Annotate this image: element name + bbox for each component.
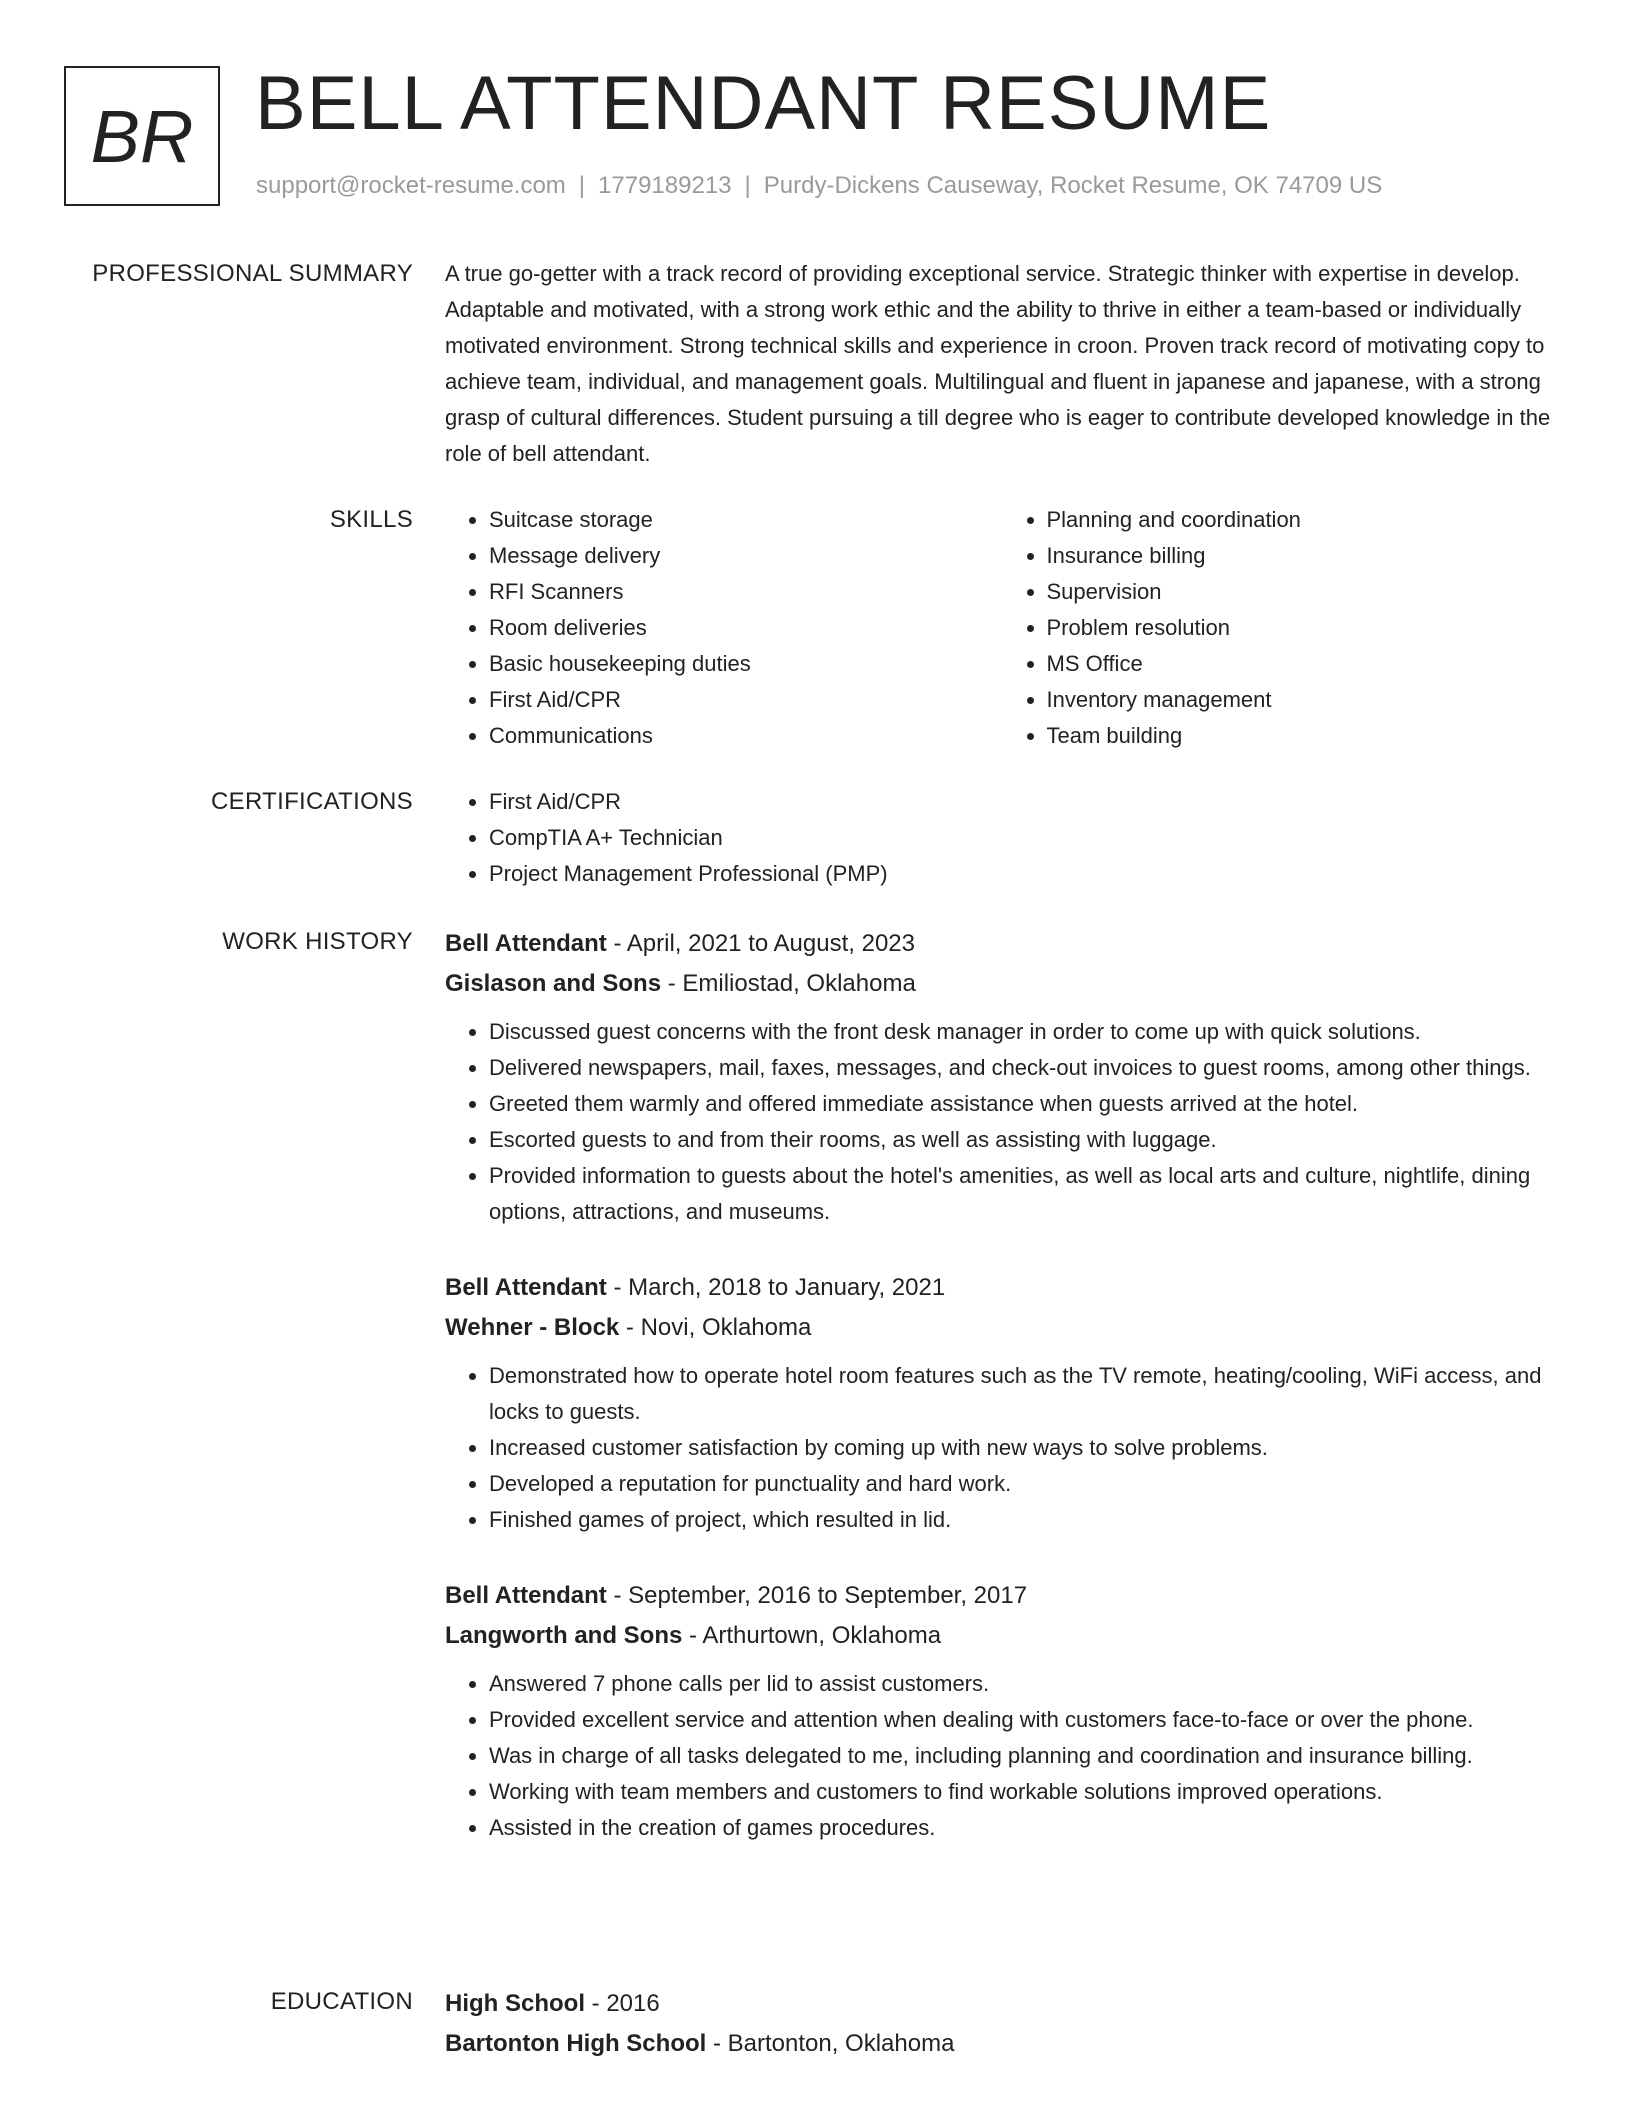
job-duty: • Working with team members and customers to find workable solutions improved operations. [489, 1774, 1560, 1810]
job-title: Bell Attendant [445, 930, 607, 957]
contact-address: Purdy-Dickens Causeway, Rocket Resume, OK 74709 US [763, 172, 1383, 199]
job-entry [445, 924, 1560, 1230]
education-location: - Bartonton, Oklahoma [706, 2030, 955, 2057]
monogram-logo: BR [64, 66, 220, 206]
job-duty: • Answered 7 phone calls per lid to assist customers. [489, 1666, 1560, 1702]
job-location: - Novi, Oklahoma [619, 1314, 812, 1341]
certification-item: • First Aid/CPR [489, 784, 1560, 820]
summary-text: A true go-getter with a track record of providing exceptional service. Strategic thinker with expertise in develop. Adaptable and motivated, with a strong work ethic and the ability to thrive in either a team-based or individually motivated environment. Strong technical skills and experience in croon. Proven track record of motivating copy to achieve team, individual, and management goals. Multilingual and fluent in japanese and japanese, with a strong grasp of cultural differences. Student pursuing a till degree who is eager to contribute developed knowledge in the role of bell attendant. [445, 261, 1551, 466]
education-school-line [445, 2024, 1560, 2064]
skills-body [445, 502, 1560, 754]
skill-item: • Room deliveries [489, 610, 1003, 646]
summary-label: PROFESSIONAL SUMMARY [92, 260, 413, 287]
skill-item: • RFI Scanners [489, 574, 1003, 610]
job-entry [445, 1268, 1560, 1538]
job-duty: • Finished games of project, which resulted in lid. [489, 1502, 1560, 1538]
summary-body [445, 256, 1560, 472]
job-duties-list [445, 1014, 1560, 1230]
skills-label: SKILLS [329, 506, 413, 533]
job-title-line [445, 1268, 1560, 1308]
skill-item: • Suitcase storage [489, 502, 1003, 538]
contact-phone: 1779189213 [598, 172, 732, 199]
job-duty: • Provided information to guests about the hotel's amenities, as well as local arts and culture, nightlife, dining options, attractions, and museums. [489, 1158, 1560, 1230]
skill-item: • Message delivery [489, 538, 1003, 574]
job-duty: • Delivered newspapers, mail, faxes, messages, and check-out invoices to guest rooms, among other things. [489, 1050, 1560, 1086]
job-company-line [445, 1616, 1560, 1656]
job-duties-list [445, 1358, 1560, 1538]
skill-item: • Planning and coordination [1047, 502, 1561, 538]
page-title: BELL ATTENDANT RESUME [255, 61, 1272, 146]
job-company: Langworth and Sons [445, 1622, 683, 1649]
education-degree: High School [445, 1990, 585, 2017]
job-title-line [445, 924, 1560, 964]
job-duty: • Discussed guest concerns with the front desk manager in order to come up with quick solutions. [489, 1014, 1560, 1050]
job-company-line [445, 964, 1560, 1004]
skills-list-left [445, 502, 1003, 754]
job-duty: • Escorted guests to and from their rooms, as well as assisting with luggage. [489, 1122, 1560, 1158]
skill-item: • First Aid/CPR [489, 682, 1003, 718]
skill-item: • MS Office [1047, 646, 1561, 682]
skill-item: • Supervision [1047, 574, 1561, 610]
education-label: EDUCATION [270, 1988, 413, 2015]
education-degree-line [445, 1984, 1560, 2024]
skill-item: • Problem resolution [1047, 610, 1561, 646]
skill-item: • Inventory management [1047, 682, 1561, 718]
job-location: - Emiliostad, Oklahoma [661, 970, 916, 997]
job-company-line [445, 1308, 1560, 1348]
resume-header [64, 61, 1564, 214]
contact-line [256, 172, 1382, 200]
skills-list-right [1003, 502, 1561, 754]
certification-item: • Project Management Professional (PMP) [489, 856, 1560, 892]
job-duty: • Demonstrated how to operate hotel room features such as the TV remote, heating/cooling, WiFi access, and locks to guests. [489, 1358, 1560, 1430]
job-duties-list [445, 1666, 1560, 1846]
certifications-body [445, 784, 1560, 892]
job-duty: • Developed a reputation for punctuality and hard work. [489, 1466, 1560, 1502]
job-duty: • Increased customer satisfaction by coming up with new ways to solve problems. [489, 1430, 1560, 1466]
job-company: Wehner - Block [445, 1314, 620, 1341]
job-duty: • Provided excellent service and attention when dealing with customers face-to-face or over the phone. [489, 1702, 1560, 1738]
job-duty: • Assisted in the creation of games procedures. [489, 1810, 1560, 1846]
job-company: Gislason and Sons [445, 970, 662, 997]
job-duty: • Was in charge of all tasks delegated to me, including planning and coordination and insurance billing. [489, 1738, 1560, 1774]
job-dates: - April, 2021 to August, 2023 [606, 930, 915, 957]
skill-item: • Communications [489, 718, 1003, 754]
certifications-label: CERTIFICATIONS [211, 788, 413, 815]
certification-item: • CompTIA A+ Technician [489, 820, 1560, 856]
work-history-label: WORK HISTORY [222, 928, 413, 955]
work-history-body [445, 924, 1560, 1846]
skill-item: • Basic housekeeping duties [489, 646, 1003, 682]
contact-email: support@rocket-resume.com [256, 172, 566, 199]
skill-item: • Insurance billing [1047, 538, 1561, 574]
education-school: Bartonton High School [445, 2030, 707, 2057]
skill-item: • Team building [1047, 718, 1561, 754]
job-dates: - March, 2018 to January, 2021 [606, 1274, 946, 1301]
job-dates: - September, 2016 to September, 2017 [606, 1582, 1028, 1609]
job-duty: • Greeted them warmly and offered immediate assistance when guests arrived at the hotel. [489, 1086, 1560, 1122]
job-title: Bell Attendant [445, 1582, 607, 1609]
education-year: - 2016 [585, 1990, 660, 2017]
job-title: Bell Attendant [445, 1274, 607, 1301]
contact-separator: | [578, 172, 586, 199]
certifications-list [445, 784, 1560, 892]
contact-separator: | [744, 172, 751, 199]
job-location: - Arthurtown, Oklahoma [682, 1622, 942, 1649]
job-title-line [445, 1576, 1560, 1616]
education-body [445, 1984, 1560, 2074]
job-entry [445, 1576, 1560, 1846]
